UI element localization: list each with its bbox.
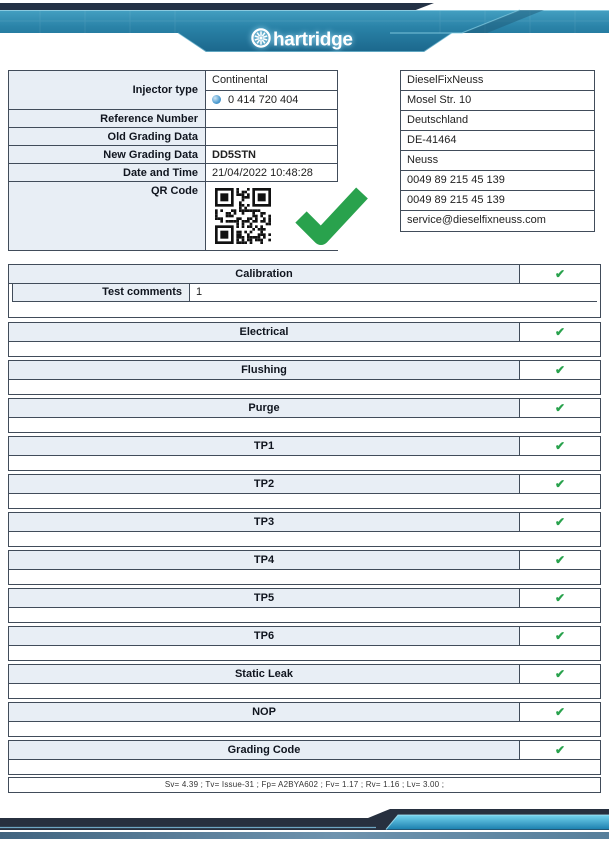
section-pass-check-icon: ✔ bbox=[520, 437, 600, 455]
test-section bbox=[8, 702, 601, 737]
date-time-value: 21/04/2022 10:48:28 bbox=[206, 164, 338, 181]
section-title: TP1 bbox=[9, 437, 520, 455]
address-row: 0049 89 215 45 139 bbox=[401, 191, 594, 211]
section-header bbox=[9, 513, 600, 532]
logo-text: hartridge bbox=[273, 29, 353, 51]
section-header bbox=[9, 627, 600, 646]
reference-number-label: Reference Number bbox=[9, 110, 206, 127]
section-pass-check-icon: ✔ bbox=[520, 323, 600, 341]
footer-banner bbox=[0, 804, 609, 849]
address-row: service@dieselfixneuss.com bbox=[407, 214, 546, 226]
new-grading-label: New Grading Data bbox=[9, 146, 206, 163]
address-row: DE-41464 bbox=[401, 131, 594, 151]
overall-pass-check-icon bbox=[292, 184, 370, 246]
test-section bbox=[8, 740, 601, 775]
qr-code-image bbox=[215, 188, 271, 244]
section-title: Purge bbox=[9, 399, 520, 417]
table-row bbox=[9, 182, 338, 250]
section-title: Flushing bbox=[9, 361, 520, 379]
section-title: Electrical bbox=[9, 323, 520, 341]
test-comments-label: Test comments bbox=[12, 284, 190, 301]
section-header bbox=[9, 437, 600, 456]
section-title: Grading Code bbox=[9, 741, 520, 759]
injector-number-value: 0 414 720 404 bbox=[228, 93, 299, 106]
section-pass-check-icon: ✔ bbox=[520, 513, 600, 531]
calibration-pass-check-icon: ✔ bbox=[520, 265, 600, 283]
section-pass-check-icon: ✔ bbox=[520, 551, 600, 569]
header-banner bbox=[0, 0, 609, 58]
qr-code-label: QR Code bbox=[9, 182, 206, 250]
reference-number-value bbox=[206, 110, 338, 127]
table-row bbox=[9, 128, 338, 146]
section-header bbox=[9, 703, 600, 722]
injector-type-label: Injector type bbox=[9, 71, 206, 109]
section-header bbox=[9, 399, 600, 418]
old-grading-label: Old Grading Data bbox=[9, 128, 206, 145]
section-header bbox=[9, 665, 600, 684]
section-pass-check-icon: ✔ bbox=[520, 741, 600, 759]
date-time-label: Date and Time bbox=[9, 164, 206, 181]
section-header bbox=[9, 475, 600, 494]
footer-bottom-strip bbox=[0, 832, 609, 839]
test-section bbox=[8, 626, 601, 661]
section-pass-check-icon: ✔ bbox=[520, 589, 600, 607]
test-section bbox=[8, 322, 601, 357]
test-section bbox=[8, 360, 601, 395]
table-row bbox=[9, 164, 338, 182]
version-info-box bbox=[8, 777, 601, 793]
section-header bbox=[9, 551, 600, 570]
footer-cyan-band bbox=[386, 815, 609, 830]
table-row bbox=[9, 146, 338, 164]
section-pass-check-icon: ✔ bbox=[520, 703, 600, 721]
version-info-text: Sv= 4.39 ; Tv= Issue-31 ; Fp= A2BYA602 ; Fv= 1.17 ; Rv= 1.16 ; Lv= 3.00 ; bbox=[164, 780, 445, 789]
test-section bbox=[8, 664, 601, 699]
test-comments-value: 1 bbox=[190, 284, 597, 301]
address-row: DieselFixNeuss bbox=[401, 71, 594, 91]
address-row: 0049 89 215 45 139 bbox=[401, 171, 594, 191]
section-header bbox=[9, 361, 600, 380]
address-row: Mosel Str. 10 bbox=[401, 91, 594, 111]
workshop-address-table bbox=[400, 70, 595, 232]
address-row: Neuss bbox=[401, 151, 594, 171]
test-sections-list bbox=[8, 322, 601, 778]
test-section bbox=[8, 474, 601, 509]
calibration-section bbox=[8, 264, 601, 318]
section-pass-check-icon: ✔ bbox=[520, 399, 600, 417]
new-grading-value: DD5STN bbox=[206, 146, 338, 163]
test-section bbox=[8, 512, 601, 547]
section-title: TP3 bbox=[9, 513, 520, 531]
section-pass-check-icon: ✔ bbox=[520, 627, 600, 645]
section-pass-check-icon: ✔ bbox=[520, 361, 600, 379]
calibration-header bbox=[9, 265, 600, 284]
injector-bullet-icon bbox=[212, 95, 221, 104]
table-row bbox=[9, 110, 338, 128]
section-title: TP6 bbox=[9, 627, 520, 645]
injector-number-row bbox=[206, 91, 338, 110]
section-title: TP2 bbox=[9, 475, 520, 493]
section-header bbox=[9, 589, 600, 608]
section-pass-check-icon: ✔ bbox=[520, 665, 600, 683]
old-grading-value bbox=[206, 128, 338, 145]
table-row bbox=[9, 71, 338, 110]
section-title: TP4 bbox=[9, 551, 520, 569]
section-header bbox=[9, 323, 600, 342]
calibration-title: Calibration bbox=[9, 265, 520, 283]
test-section bbox=[8, 550, 601, 585]
test-section bbox=[8, 436, 601, 471]
injector-make-value: Continental bbox=[206, 71, 338, 91]
address-row: Deutschland bbox=[401, 111, 594, 131]
section-title: NOP bbox=[9, 703, 520, 721]
section-title: Static Leak bbox=[9, 665, 520, 683]
section-header bbox=[9, 741, 600, 760]
injector-info-table bbox=[8, 70, 338, 251]
test-section bbox=[8, 398, 601, 433]
test-section bbox=[8, 588, 601, 623]
test-comments-row bbox=[12, 284, 597, 302]
section-title: TP5 bbox=[9, 589, 520, 607]
section-pass-check-icon: ✔ bbox=[520, 475, 600, 493]
